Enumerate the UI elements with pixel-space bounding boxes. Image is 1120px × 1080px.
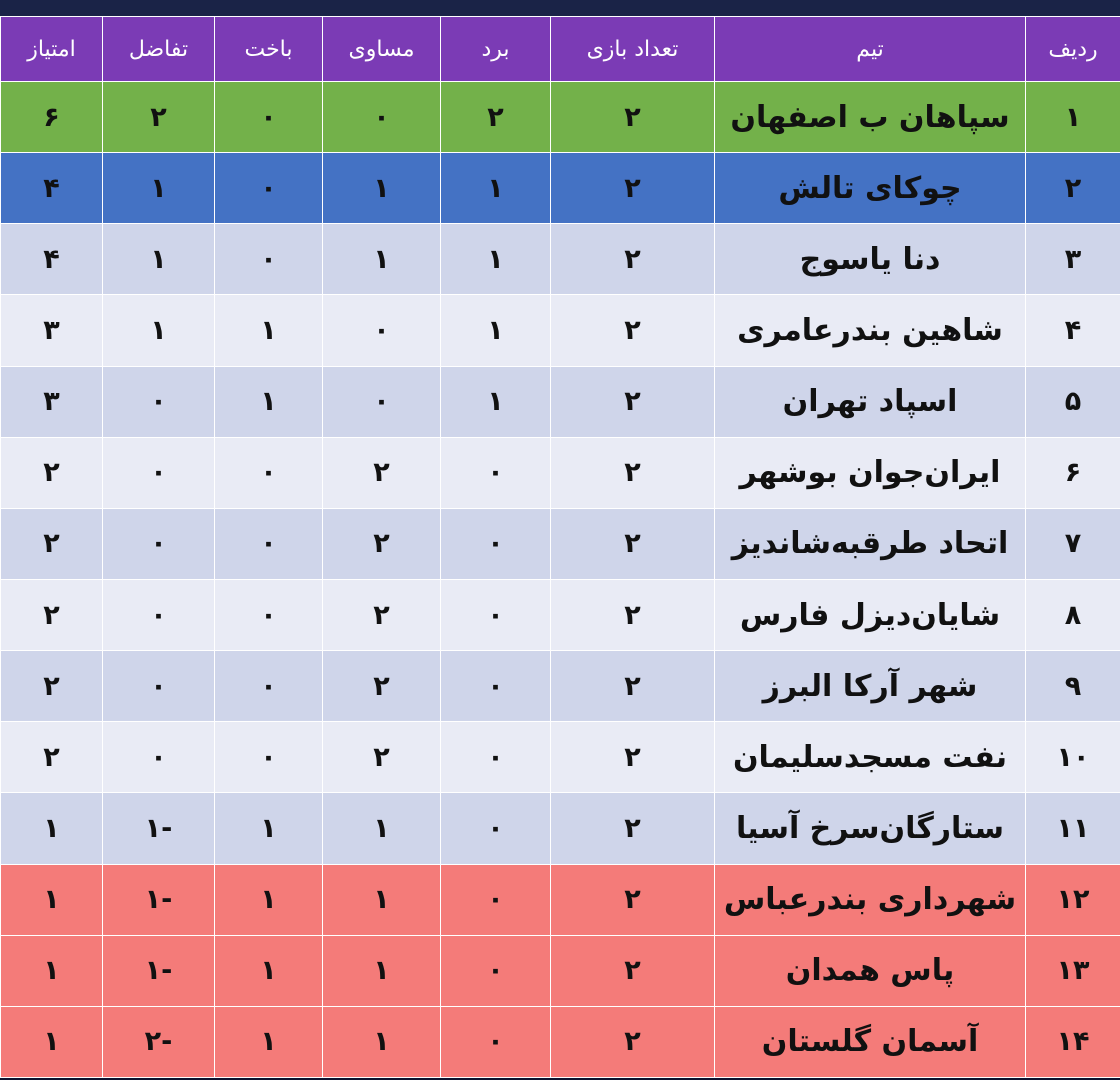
won-cell: ۲ [441, 82, 551, 153]
team-name-cell: دنا یاسوج [715, 224, 1026, 295]
team-name-cell: اتحاد طرقبه‌شاندیز [715, 508, 1026, 579]
played-cell: ۲ [551, 579, 715, 650]
goal-difference-cell: ۰ [103, 651, 215, 722]
rank-cell: ۸ [1026, 579, 1120, 650]
team-name-cell: شایان‌دیزل فارس [715, 579, 1026, 650]
goal-difference-cell: -۱ [103, 864, 215, 935]
drawn-cell: ۲ [323, 437, 441, 508]
points-cell: ۲ [1, 579, 103, 650]
played-cell: ۲ [551, 224, 715, 295]
rank-cell: ۲ [1026, 153, 1120, 224]
goal-difference-cell: ۱ [103, 295, 215, 366]
table-row [1, 437, 1120, 508]
won-cell: ۰ [441, 579, 551, 650]
rank-cell: ۱۰ [1026, 722, 1120, 793]
goal-difference-cell: ۰ [103, 437, 215, 508]
table-row [1, 864, 1120, 935]
played-cell: ۲ [551, 295, 715, 366]
lost-cell: ۰ [215, 651, 323, 722]
played-cell: ۲ [551, 864, 715, 935]
drawn-cell: ۱ [323, 864, 441, 935]
header-drawn: مساوی [323, 17, 441, 82]
rank-cell: ۹ [1026, 651, 1120, 722]
rank-cell: ۱۴ [1026, 1006, 1120, 1077]
team-name-cell: شاهین بندرعامری [715, 295, 1026, 366]
won-cell: ۰ [441, 935, 551, 1006]
drawn-cell: ۲ [323, 579, 441, 650]
goal-difference-cell: ۱ [103, 153, 215, 224]
header-row [1, 17, 1120, 82]
won-cell: ۱ [441, 153, 551, 224]
lost-cell: ۰ [215, 508, 323, 579]
lost-cell: ۱ [215, 935, 323, 1006]
league-standings-table [0, 16, 1120, 1078]
played-cell: ۲ [551, 82, 715, 153]
table-row [1, 153, 1120, 224]
table-body [1, 82, 1120, 1078]
lost-cell: ۰ [215, 437, 323, 508]
lost-cell: ۰ [215, 82, 323, 153]
won-cell: ۰ [441, 508, 551, 579]
points-cell: ۶ [1, 82, 103, 153]
header-goal-difference: تفاضل [103, 17, 215, 82]
table-row [1, 722, 1120, 793]
drawn-cell: ۱ [323, 153, 441, 224]
drawn-cell: ۱ [323, 224, 441, 295]
table-row [1, 651, 1120, 722]
table-row [1, 295, 1120, 366]
goal-difference-cell: ۰ [103, 579, 215, 650]
goal-difference-cell: ۰ [103, 366, 215, 437]
played-cell: ۲ [551, 722, 715, 793]
header-played: تعداد بازی [551, 17, 715, 82]
team-name-cell: نفت مسجدسلیمان [715, 722, 1026, 793]
points-cell: ۲ [1, 722, 103, 793]
rank-cell: ۳ [1026, 224, 1120, 295]
played-cell: ۲ [551, 153, 715, 224]
drawn-cell: ۰ [323, 295, 441, 366]
drawn-cell: ۱ [323, 935, 441, 1006]
goal-difference-cell: -۲ [103, 1006, 215, 1077]
points-cell: ۲ [1, 437, 103, 508]
drawn-cell: ۱ [323, 793, 441, 864]
header-won: برد [441, 17, 551, 82]
table-row [1, 579, 1120, 650]
rank-cell: ۷ [1026, 508, 1120, 579]
team-name-cell: پاس همدان [715, 935, 1026, 1006]
won-cell: ۱ [441, 366, 551, 437]
rank-cell: ۶ [1026, 437, 1120, 508]
played-cell: ۲ [551, 508, 715, 579]
goal-difference-cell: ۰ [103, 722, 215, 793]
won-cell: ۰ [441, 651, 551, 722]
goal-difference-cell: ۲ [103, 82, 215, 153]
drawn-cell: ۰ [323, 366, 441, 437]
points-cell: ۱ [1, 864, 103, 935]
points-cell: ۱ [1, 793, 103, 864]
lost-cell: ۱ [215, 793, 323, 864]
won-cell: ۰ [441, 864, 551, 935]
header-points: امتیاز [1, 17, 103, 82]
played-cell: ۲ [551, 935, 715, 1006]
played-cell: ۲ [551, 1006, 715, 1077]
lost-cell: ۱ [215, 366, 323, 437]
goal-difference-cell: -۱ [103, 793, 215, 864]
lost-cell: ۰ [215, 153, 323, 224]
points-cell: ۲ [1, 651, 103, 722]
table-row [1, 508, 1120, 579]
won-cell: ۱ [441, 295, 551, 366]
goal-difference-cell: -۱ [103, 935, 215, 1006]
drawn-cell: ۲ [323, 722, 441, 793]
team-name-cell: شهرداری بندرعباس [715, 864, 1026, 935]
points-cell: ۳ [1, 366, 103, 437]
table-row [1, 224, 1120, 295]
won-cell: ۰ [441, 722, 551, 793]
goal-difference-cell: ۱ [103, 224, 215, 295]
lost-cell: ۰ [215, 722, 323, 793]
team-name-cell: ستارگان‌سرخ آسیا [715, 793, 1026, 864]
lost-cell: ۰ [215, 224, 323, 295]
table-header [1, 17, 1120, 82]
won-cell: ۰ [441, 793, 551, 864]
table-row [1, 1006, 1120, 1077]
played-cell: ۲ [551, 437, 715, 508]
rank-cell: ۱۳ [1026, 935, 1120, 1006]
header-lost: باخت [215, 17, 323, 82]
drawn-cell: ۰ [323, 82, 441, 153]
points-cell: ۳ [1, 295, 103, 366]
won-cell: ۰ [441, 1006, 551, 1077]
lost-cell: ۱ [215, 864, 323, 935]
table-row [1, 82, 1120, 153]
team-name-cell: شهر آرکا البرز [715, 651, 1026, 722]
points-cell: ۴ [1, 224, 103, 295]
points-cell: ۱ [1, 935, 103, 1006]
lost-cell: ۱ [215, 295, 323, 366]
lost-cell: ۰ [215, 579, 323, 650]
team-name-cell: آسمان گلستان [715, 1006, 1026, 1077]
header-team: تیم [715, 17, 1026, 82]
points-cell: ۱ [1, 1006, 103, 1077]
rank-cell: ۴ [1026, 295, 1120, 366]
points-cell: ۲ [1, 508, 103, 579]
won-cell: ۱ [441, 224, 551, 295]
team-name-cell: اسپاد تهران [715, 366, 1026, 437]
won-cell: ۰ [441, 437, 551, 508]
table-row [1, 366, 1120, 437]
team-name-cell: چوکای تالش [715, 153, 1026, 224]
rank-cell: ۱ [1026, 82, 1120, 153]
drawn-cell: ۲ [323, 651, 441, 722]
lost-cell: ۱ [215, 1006, 323, 1077]
team-name-cell: ایران‌جوان بوشهر [715, 437, 1026, 508]
rank-cell: ۱۲ [1026, 864, 1120, 935]
table-row [1, 935, 1120, 1006]
header-rank: ردیف [1026, 17, 1120, 82]
drawn-cell: ۱ [323, 1006, 441, 1077]
points-cell: ۴ [1, 153, 103, 224]
played-cell: ۲ [551, 651, 715, 722]
table-row [1, 793, 1120, 864]
team-name-cell: سپاهان ب اصفهان [715, 82, 1026, 153]
goal-difference-cell: ۰ [103, 508, 215, 579]
played-cell: ۲ [551, 366, 715, 437]
drawn-cell: ۲ [323, 508, 441, 579]
played-cell: ۲ [551, 793, 715, 864]
rank-cell: ۱۱ [1026, 793, 1120, 864]
rank-cell: ۵ [1026, 366, 1120, 437]
